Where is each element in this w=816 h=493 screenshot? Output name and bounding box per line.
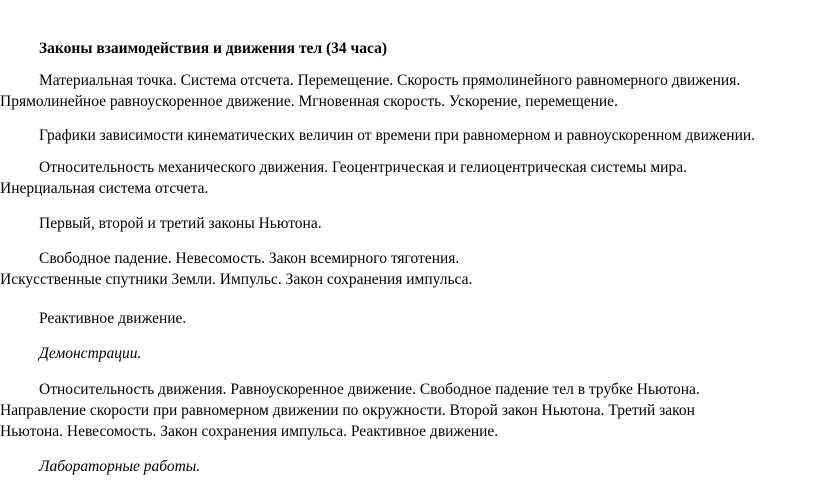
text-line: Ньютона. Невесомость. Закон сохранения импульса. Реактивное движение. (0, 423, 499, 440)
lab-works-heading: Лабораторные работы. (39, 458, 201, 475)
demonstrations-heading: Демонстрации. (39, 345, 142, 362)
paragraph-kinematics (0, 70, 800, 112)
section-heading: Законы взаимодействия и движения тел (34 часа) (39, 40, 388, 57)
text-line: Относительность движения. Равноускоренное движение. Свободное падение тел в трубке Ньютона. (39, 381, 700, 398)
paragraph-jet-motion (0, 308, 800, 329)
text-line: Материальная точка. Система отсчета. Перемещение. Скорость прямолинейного равномерного движения. (39, 72, 741, 89)
text-line: Реактивное движение. (39, 310, 187, 327)
text-line: Направление скорости при равномерном движении по окружности. Второй закон Ньютона. Третий закон (0, 402, 695, 419)
text-line: Искусственные спутники Земли. Импульс. Закон сохранения импульса. (0, 271, 473, 288)
text-line: Первый, второй и третий законы Ньютона. (39, 215, 322, 232)
text-line: Прямолинейное равноускоренное движение. Мгновенная скорость. Ускорение, перемещение. (0, 93, 618, 110)
paragraph-newton-laws (0, 213, 800, 234)
paragraph-demonstrations (0, 379, 800, 442)
text-line: Графики зависимости кинематических величин от времени при равномерном и равноускоренном движении. (39, 127, 756, 144)
paragraph-relativity (0, 157, 800, 199)
paragraph-graphs (0, 125, 800, 146)
text-line: Относительность механического движения. Геоцентрическая и гелиоцентрическая системы мира. (39, 159, 687, 176)
text-line: Инерциальная система отсчета. (0, 180, 209, 197)
paragraph-gravitation (0, 248, 800, 290)
text-line: Свободное падение. Невесомость. Закон всемирного тяготения. (39, 250, 460, 267)
